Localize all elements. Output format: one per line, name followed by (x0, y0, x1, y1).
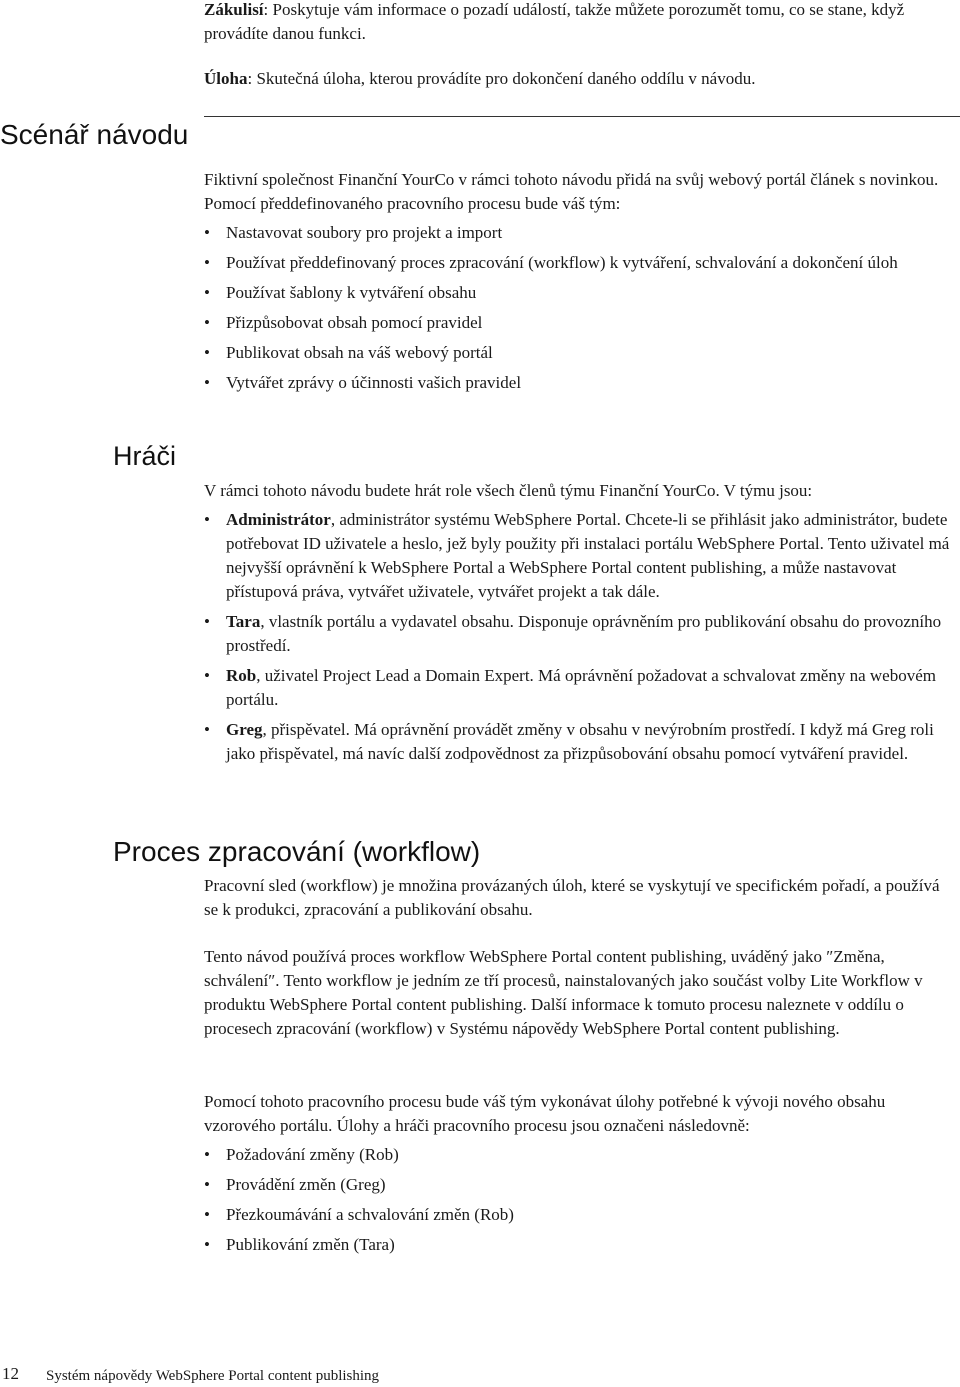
list-item: • Nastavovat soubory pro projekt a import (204, 221, 954, 245)
list-item: • Greg, přispěvatel. Má oprávnění provádět změny v obsahu v nevýrobním prostředí. I když má Greg roli jako přispěvatel, má navíc další zodpovědnost za přizpůsobování obsahu pomocí vytváření pravidel. (204, 720, 934, 763)
uloha-label: Úloha (204, 69, 248, 88)
scenar-list (204, 221, 954, 395)
list-item: • Používat předdefinovaný proces zpracování (workflow) k vytváření, schvalování a dokončení úloh (204, 251, 954, 275)
role-name: Tara (226, 612, 261, 631)
workflow-paragraph-3: Pomocí tohoto pracovního procesu bude váš tým vykonávat úlohy potřebné k vývoji nového obsahu vzorového portálu. Úlohy a hráči pracovního procesu jsou označeni následovně: (204, 1092, 886, 1135)
hraci-list (204, 508, 954, 766)
bullet-icon: • (204, 1175, 210, 1194)
zakulisi-label: Zákulisí (204, 0, 264, 19)
bullet-icon: • (204, 1235, 210, 1254)
bullet-icon: • (204, 510, 210, 529)
workflow-heading: Proces zpracování (workflow) (113, 836, 481, 867)
role-name: Rob (226, 666, 257, 685)
list-item: • Administrátor, administrátor systému WebSphere Portal. Chcete-li se přihlásit jako administrátor, budete potřebovat ID uživatele a heslo, jež byly použity při instalaci portálu WebSphere Portal. Tento uživatel má nejvyšší oprávnění k WebSphere Portal a WebSphere Portal content publishing, a může nastavovat přístupová práva, vytvářet uživatele, vytvářet projekt a tak dále. (204, 510, 950, 601)
role-name: Greg (226, 720, 263, 739)
list-item: • Požadování změny (Rob) (204, 1143, 954, 1167)
list-item: • Přizpůsobovat obsah pomocí pravidel (204, 311, 954, 335)
bullet-icon: • (204, 612, 210, 631)
hraci-paragraph: V rámci tohoto návodu budete hrát role všech členů týmu Finanční YourCo. V týmu jsou: (204, 481, 813, 500)
bullet-icon: • (204, 253, 210, 272)
role-name: Administrátor (226, 510, 331, 529)
list-item: • Provádění změn (Greg) (204, 1173, 954, 1197)
list-item: • Používat šablony k vytváření obsahu (204, 281, 954, 305)
bullet-icon: • (204, 720, 210, 739)
bullet-icon: • (204, 1145, 210, 1164)
list-item: • Tara, vlastník portálu a vydavatel obsahu. Disponuje oprávněním pro publikování obsahu do provozního prostředí. (204, 612, 942, 655)
workflow-paragraph-2: Tento návod používá proces workflow WebSphere Portal content publishing, uváděný jako ″Změna, schválení″. Tento workflow je jedním ze tří procesů, nainstalovaných jako součást volby Lite Workflow v produktu WebSphere Portal content publishing. Další informace k tomuto procesu naleznete v oddílu o procesech zpracování (workflow) v Systému nápovědy WebSphere Portal content publishing. (204, 947, 923, 1038)
bullet-icon: • (204, 666, 210, 685)
uloha-text: : Skutečná úloha, kterou provádíte pro dokončení daného oddílu v návodu. (247, 69, 756, 88)
bullet-icon: • (204, 313, 210, 332)
footer-title: Systém nápovědy WebSphere Portal content publishing (46, 1368, 380, 1384)
workflow-paragraph-1: Pracovní sled (workflow) je množina provázaných úloh, které se vyskytují ve specifickém pořadí, a používá se k produkci, zpracování a publikování obsahu. (204, 876, 940, 919)
list-item: • Publikování změn (Tara) (204, 1233, 954, 1257)
hraci-heading: Hráči (113, 441, 177, 471)
bullet-icon: • (204, 283, 210, 302)
section-divider (204, 116, 960, 117)
zakulisi-text: : Poskytuje vám informace o pozadí událostí, takže můžete porozumět tomu, co se stane, když provádíte danou funkci. (204, 0, 905, 43)
workflow-list (204, 1143, 954, 1257)
bullet-icon: • (204, 373, 210, 392)
zakulisi-paragraph (204, 0, 954, 46)
bullet-icon: • (204, 343, 210, 362)
scenar-heading: Scénář návodu (0, 119, 189, 150)
list-item: • Vytvářet zprávy o účinnosti vašich pravidel (204, 371, 954, 395)
scenar-paragraph: Fiktivní společnost Finanční YourCo v rámci tohoto návodu přidá na svůj webový portál článek s novinkou. Pomocí předdefinovaného pracovního procesu bude váš tým: (204, 170, 939, 213)
uloha-paragraph (204, 67, 954, 91)
bullet-icon: • (204, 223, 210, 242)
bullet-icon: • (204, 1205, 210, 1224)
list-item: • Publikovat obsah na váš webový portál (204, 341, 954, 365)
list-item: • Rob, uživatel Project Lead a Domain Expert. Má oprávnění požadovat a schvalovat změny na webovém portálu. (204, 666, 936, 709)
list-item: • Přezkoumávání a schvalování změn (Rob) (204, 1203, 954, 1227)
page-number: 12 (2, 1364, 19, 1383)
